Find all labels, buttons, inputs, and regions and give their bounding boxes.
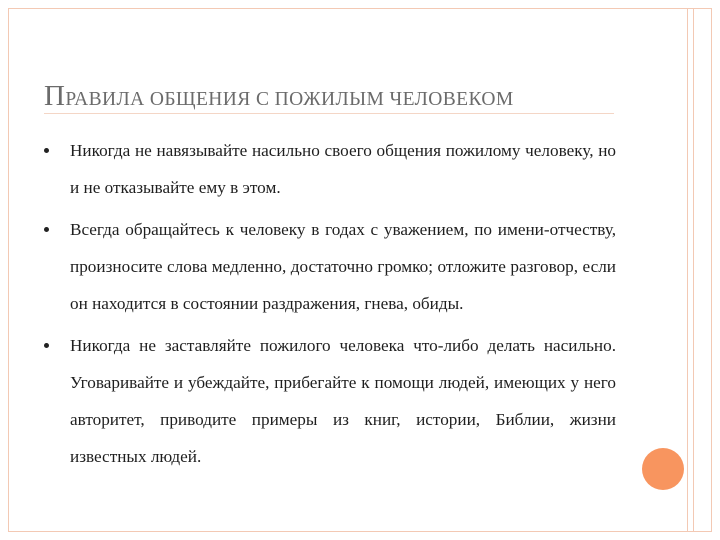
bullet-text: Никогда не навязывайте насильно своего общения пожилому человеку, но и не отказывайте ему в этом.	[70, 141, 616, 197]
list-item	[44, 211, 616, 322]
slide-title	[44, 76, 514, 113]
bullet-text: Всегда обращайтесь к человеку в годах с уважением, по имени-отчеству, произносите слова медленно, достаточно громко; отложите разговор, если он находится в состоянии раздражения, гнева, обиды.	[70, 220, 616, 313]
title-underline	[44, 113, 614, 114]
list-item	[44, 327, 616, 475]
decorative-line	[693, 8, 694, 532]
decorative-circle	[642, 448, 684, 490]
title-rest: РАВИЛА ОБЩЕНИЯ С ПОЖИЛЫМ ЧЕЛОВЕКОМ	[65, 89, 514, 110]
bullet-list	[44, 132, 616, 480]
list-item	[44, 132, 616, 206]
title-initial: П	[44, 80, 66, 112]
decorative-line	[687, 8, 688, 532]
bullet-text: Никогда не заставляйте пожилого человека что-либо делать насильно. Уговаривайте и убеждайте, прибегайте к помощи людей, имеющих у него авторитет, приводите примеры из книг, истории, Библии, жизни известных людей.	[70, 336, 616, 466]
